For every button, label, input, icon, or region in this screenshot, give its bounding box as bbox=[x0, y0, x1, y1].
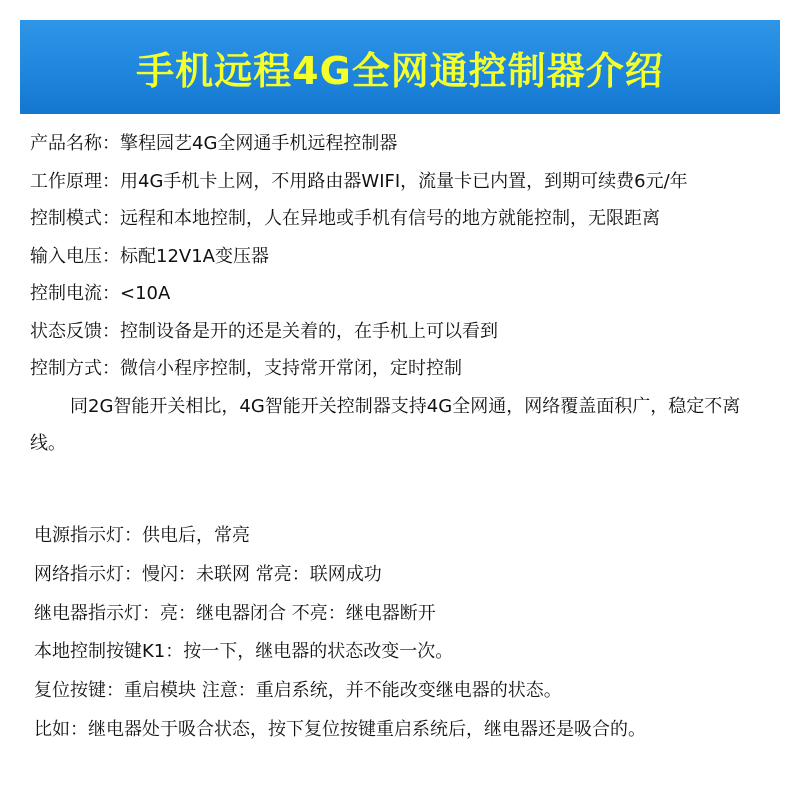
spec-control-current: 控制电流：<10A bbox=[30, 283, 171, 304]
spec-control-method: 控制方式：微信小程序控制，支持常开常闭，定时控制 bbox=[30, 358, 462, 379]
local-button-k1-text: 本地控制按键K1：按一下，继电器的状态改变一次。 bbox=[34, 641, 454, 663]
comparison-paragraph: 同2G智能开关相比，4G智能开关控制器支持4G全网通，网络覆盖面积广，稳定不离线。 bbox=[30, 395, 741, 454]
network-indicator-text: 网络指示灯：慢闪：未联网 常亮：联网成功 bbox=[34, 563, 382, 585]
spec-input-voltage: 输入电压：标配12V1A变压器 bbox=[30, 245, 269, 267]
page-title: 手机远程4G全网通控制器介绍 bbox=[136, 48, 664, 93]
power-indicator-text: 电源指示灯：供电后，常亮 bbox=[34, 525, 250, 546]
spec-status-feedback: 状态反馈：控制设备是开的还是关着的，在手机上可以看到 bbox=[30, 320, 498, 342]
reset-button-text: 复位按键：重启模块 注意：重启系统，并不能改变继电器的状态。 bbox=[34, 680, 562, 702]
relay-indicator-text: 继电器指示灯：亮：继电器闭合 不亮：继电器断开 bbox=[34, 602, 436, 624]
spec-list bbox=[30, 125, 780, 463]
spec-product-name: 产品名称：擎程园艺4G全网通手机远程控制器 bbox=[30, 133, 398, 154]
example-text: 比如：继电器处于吸合状态，按下复位按键重启系统后，继电器还是吸合的。 bbox=[34, 718, 646, 740]
spec-control-mode: 控制模式：远程和本地控制，人在异地或手机有信号的地方就能控制，无限距离 bbox=[30, 208, 660, 229]
title-banner bbox=[20, 20, 780, 114]
indicator-list bbox=[34, 517, 784, 750]
spec-working-principle: 工作原理：用4G手机卡上网，不用路由器WIFI，流量卡已内置，到期可续费6元/年 bbox=[30, 170, 688, 192]
